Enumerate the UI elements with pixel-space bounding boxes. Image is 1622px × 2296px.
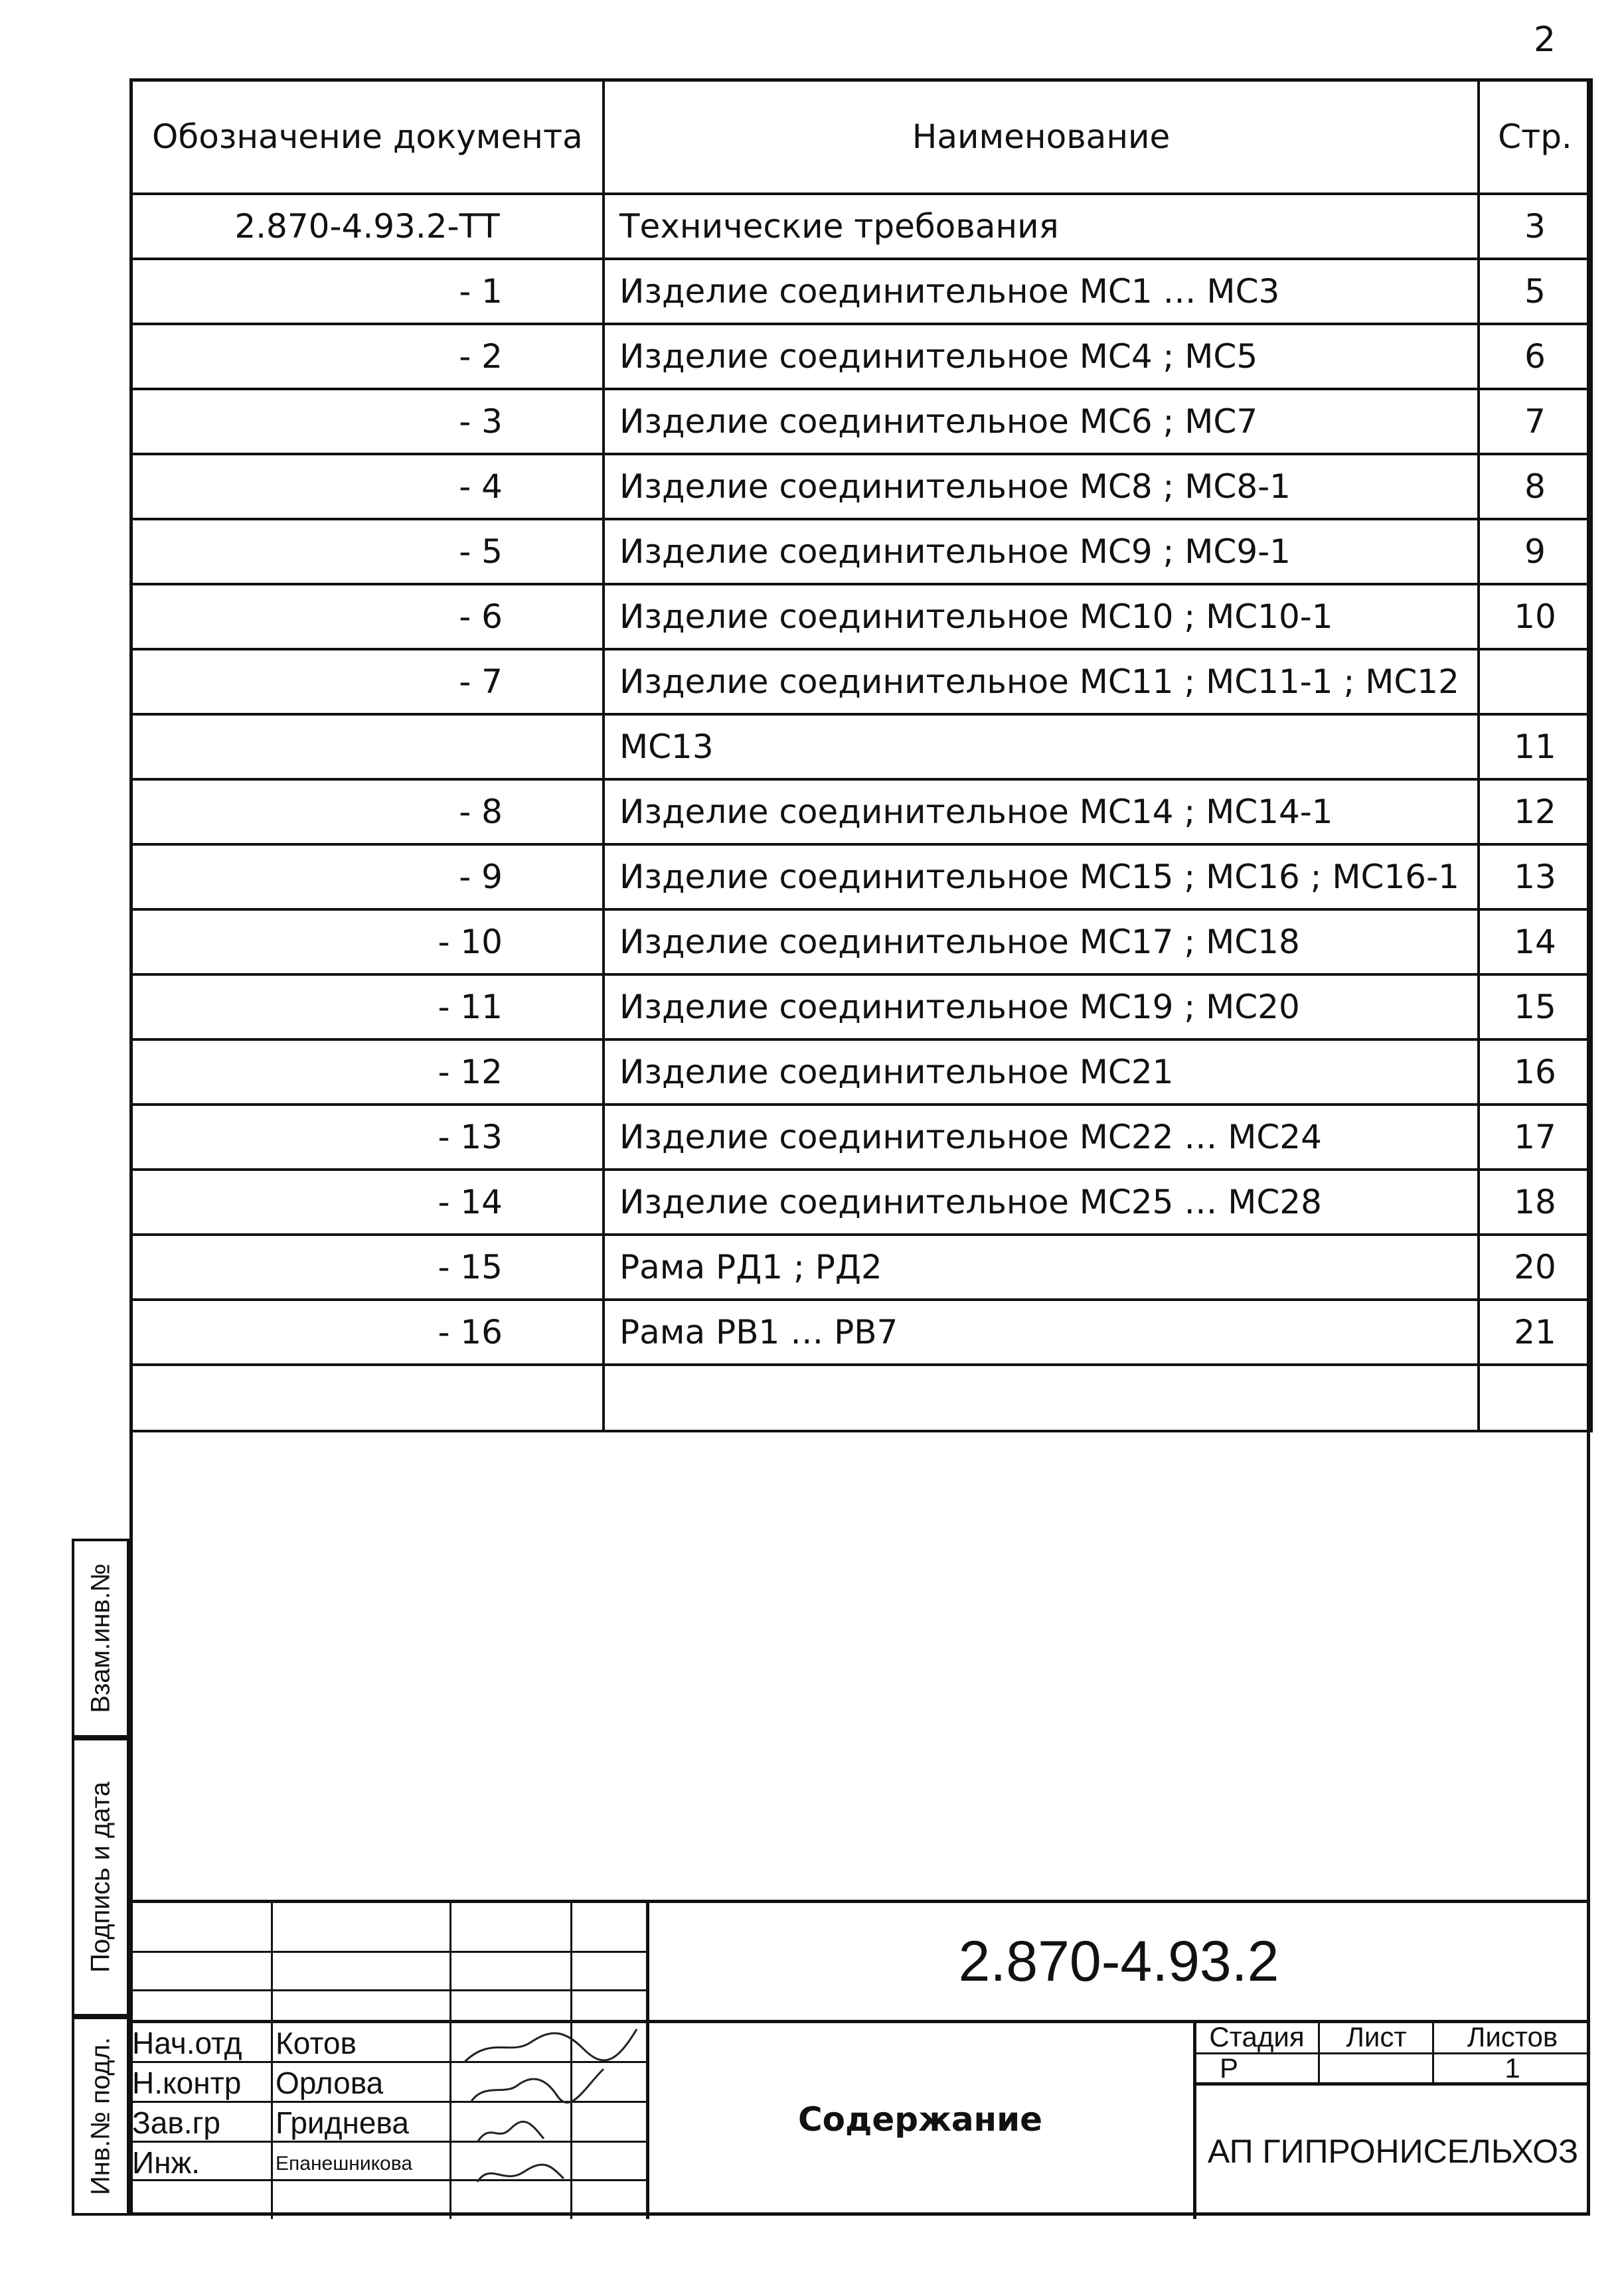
cell-designation: - 9: [131, 844, 604, 909]
table-row: [131, 194, 1591, 259]
cell-designation: - 16: [131, 1300, 604, 1365]
cell-page: 11: [1479, 714, 1591, 779]
cell-name: Рама РВ1 … РВ7: [604, 1300, 1479, 1365]
side-exchange-inv: [72, 1539, 129, 1738]
side-inv-original: [72, 2017, 129, 2216]
cell-page: 21: [1479, 1300, 1591, 1365]
cell-designation: - 2: [131, 324, 604, 389]
cell-page: 7: [1479, 389, 1591, 454]
cell-page: 14: [1479, 909, 1591, 974]
table-row: [131, 974, 1591, 1039]
cell-page: 15: [1479, 974, 1591, 1039]
sheets-label: Листов: [1467, 2021, 1558, 2052]
cell-page: 10: [1479, 584, 1591, 649]
cell-name: Изделие соединительное МС1 … МС3: [604, 259, 1479, 324]
cell-name: [604, 1365, 1479, 1431]
cell-designation: - 11: [131, 974, 604, 1039]
cell-designation: - 5: [131, 519, 604, 584]
staff-name: Котов: [276, 2026, 357, 2060]
cell-page: 20: [1479, 1235, 1591, 1300]
document-title: Содержание: [797, 2100, 1043, 2139]
cell-designation: - 15: [131, 1235, 604, 1300]
table-row: [131, 1039, 1591, 1105]
cell-name: Изделие соединительное МС8 ; МС8-1: [604, 454, 1479, 519]
cell-name: Технические требования: [604, 194, 1479, 259]
staff-role: Зав.гр: [132, 2105, 220, 2140]
table-row: [131, 1300, 1591, 1365]
cell-page: 8: [1479, 454, 1591, 519]
side-signature-date-label: Подпись и дата: [86, 1782, 115, 1973]
cell-name: Изделие соединительное МС4 ; МС5: [604, 324, 1479, 389]
table-row: [131, 714, 1591, 779]
cell-name: Изделие соединительное МС19 ; МС20: [604, 974, 1479, 1039]
cell-designation: [131, 714, 604, 779]
cell-designation: - 12: [131, 1039, 604, 1105]
cell-name: МС13: [604, 714, 1479, 779]
cell-name: Рама РД1 ; РД2: [604, 1235, 1479, 1300]
document-number: 2.870-4.93.2: [958, 1929, 1279, 1993]
cell-page: 5: [1479, 259, 1591, 324]
header-page: Стр.: [1479, 80, 1591, 194]
contents-table: [129, 78, 1593, 1432]
signatures: [451, 2023, 643, 2219]
cell-page: 6: [1479, 324, 1591, 389]
header-name: Наименование: [604, 80, 1479, 194]
staff-name: Епанешникова: [276, 2153, 413, 2175]
staff-role: Н.контр: [132, 2066, 242, 2100]
staff-role: Нач.отд: [132, 2026, 242, 2060]
organization: АП ГИПРОНИСЕЛЬХОЗ: [1207, 2133, 1579, 2170]
cell-page: 17: [1479, 1105, 1591, 1170]
table-row: [131, 1365, 1591, 1431]
cell-designation: - 6: [131, 584, 604, 649]
cell-page: [1479, 1365, 1591, 1431]
table-row: [131, 844, 1591, 909]
table-row: [131, 454, 1591, 519]
staff-role: Инж.: [132, 2145, 201, 2180]
cell-name: Изделие соединительное МС25 … МС28: [604, 1170, 1479, 1235]
cell-designation: - 4: [131, 454, 604, 519]
cell-page: 9: [1479, 519, 1591, 584]
cell-page: 12: [1479, 779, 1591, 844]
cell-designation: - 14: [131, 1170, 604, 1235]
cell-name: Изделие соединительное МС10 ; МС10-1: [604, 584, 1479, 649]
table-row: [131, 649, 1591, 714]
cell-page: 3: [1479, 194, 1591, 259]
cell-name: Изделие соединительное МС9 ; МС9-1: [604, 519, 1479, 584]
sheet-number: 2: [1534, 20, 1556, 60]
cell-designation: - 10: [131, 909, 604, 974]
sheet-label: Лист: [1346, 2021, 1407, 2052]
table-row: [131, 1170, 1591, 1235]
cell-page: [1479, 649, 1591, 714]
cell-page: 13: [1479, 844, 1591, 909]
title-block: [129, 1900, 1590, 2219]
table-row: [131, 259, 1591, 324]
cell-name: Изделие соединительное МС22 … МС24: [604, 1105, 1479, 1170]
cell-page: 16: [1479, 1039, 1591, 1105]
table-row: [131, 1235, 1591, 1300]
table-row: [131, 909, 1591, 974]
stage-value: Р: [1219, 2052, 1238, 2084]
table-row: [131, 779, 1591, 844]
side-exchange-inv-label: Взам.инв.№: [86, 1563, 115, 1713]
cell-designation: [131, 1365, 604, 1431]
cell-name: Изделие соединительное МС15 ; МС16 ; МС16-1: [604, 844, 1479, 909]
cell-name: Изделие соединительное МС11 ; МС11-1 ; МС12: [604, 649, 1479, 714]
table-header-row: [131, 80, 1591, 194]
sheets-value: 1: [1504, 2052, 1520, 2084]
cell-designation: - 1: [131, 259, 604, 324]
stage-label: Стадия: [1209, 2021, 1305, 2052]
cell-designation: - 8: [131, 779, 604, 844]
cell-name: Изделие соединительное МС21: [604, 1039, 1479, 1105]
cell-designation: - 7: [131, 649, 604, 714]
side-inv-original-label: Инв.№ подл.: [86, 2036, 115, 2196]
cell-designation: - 3: [131, 389, 604, 454]
table-row: [131, 324, 1591, 389]
staff-name: Орлова: [276, 2066, 384, 2100]
staff-name: Гриднева: [276, 2105, 409, 2140]
table-row: [131, 519, 1591, 584]
table-row: [131, 389, 1591, 454]
side-signature-date: [72, 1738, 129, 2017]
cell-name: Изделие соединительное МС6 ; МС7: [604, 389, 1479, 454]
cell-designation: 2.870-4.93.2-ТТ: [131, 194, 604, 259]
cell-designation: - 13: [131, 1105, 604, 1170]
cell-name: Изделие соединительное МС17 ; МС18: [604, 909, 1479, 974]
header-designation: Обозначение документа: [131, 80, 604, 194]
cell-page: 18: [1479, 1170, 1591, 1235]
table-row: [131, 584, 1591, 649]
cell-name: Изделие соединительное МС14 ; МС14-1: [604, 779, 1479, 844]
table-row: [131, 1105, 1591, 1170]
sheet-value: [1321, 2054, 1432, 2082]
